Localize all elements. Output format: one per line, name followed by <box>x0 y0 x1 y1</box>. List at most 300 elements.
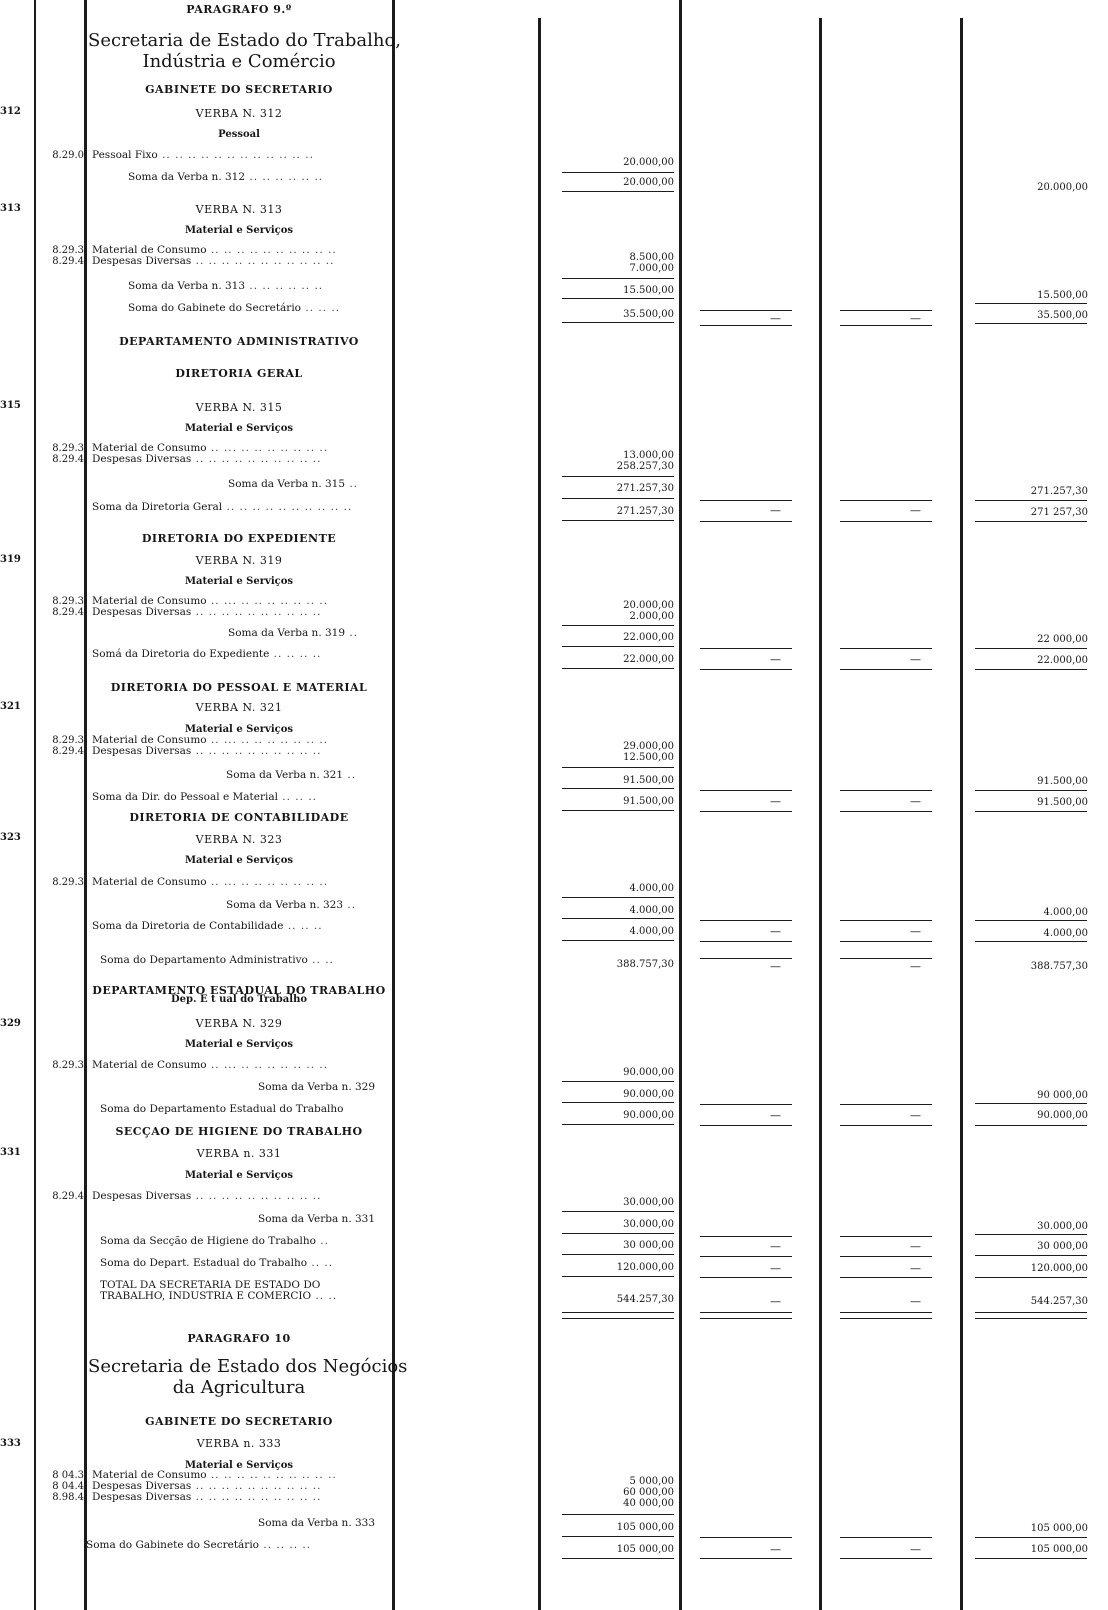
line-item-label: Despesas Diversas <box>92 1491 192 1503</box>
subtotal-line: Somá da Diretoria do Expediente .. .. .. .. <box>92 648 322 660</box>
dash-mark: — <box>770 653 781 666</box>
amount: 105 000,00 <box>616 1544 674 1555</box>
amount: 20.000,00 <box>623 177 674 188</box>
amount-total: 271.257,30 <box>1030 486 1088 497</box>
dash-mark: — <box>910 653 921 666</box>
subheading: Material e Serviços <box>184 1039 294 1050</box>
subtotal-line: Soma da Diretoria Geral .. .. .. .. .. .. .. .. .. .. <box>92 501 353 513</box>
grand-total-label-1: TOTAL DA SECRETARIA DE ESTADO DO <box>100 1279 321 1291</box>
subtotal-line <box>258 1518 375 1529</box>
amount: 4.000,00 <box>629 926 674 937</box>
dash-mark: — <box>770 1109 781 1122</box>
subtotal-line <box>258 1214 375 1225</box>
section-heading: DIRETORIA DO EXPEDIENTE <box>141 532 337 545</box>
rule <box>700 1236 792 1237</box>
dash-mark: — <box>910 1240 921 1253</box>
paragraph-9-title-line-2: Indústria e Comércio <box>142 51 336 72</box>
rule <box>975 500 1087 501</box>
rule <box>700 669 792 670</box>
grand-total-label-2: TRABALHO, INDUSTRIA E COMERCIO <box>100 1290 312 1302</box>
verba-heading: VERBA n. 331 <box>196 1147 282 1160</box>
rule-column-1-left <box>538 18 541 1610</box>
verba-heading: VERBA N. 313 <box>195 203 283 216</box>
dash-mark: — <box>910 1295 921 1308</box>
rule <box>562 1124 674 1125</box>
subtotal-line: Soma da Secção de Higiene do Trabalho .. <box>100 1235 329 1247</box>
verba-heading: VERBA N. 321 <box>195 701 283 714</box>
subtotal-label: Soma do Gabinete do Secretário <box>86 1539 260 1551</box>
rule <box>840 1537 932 1538</box>
subtotal-line: Soma da Verba n. 313 .. .. .. .. .. .. <box>128 280 324 292</box>
paragraph-10-label: PARAGRAFO 10 <box>187 1332 291 1345</box>
amount-total: 30.000,00 <box>1037 1221 1088 1232</box>
section-heading: DEPARTAMENTO ADMINISTRATIVO <box>119 335 359 348</box>
rule <box>975 1234 1087 1235</box>
dash-mark: — <box>910 1543 921 1556</box>
line-item-label: Material de Consumo <box>92 876 207 888</box>
budget-code: 8.29.4 <box>52 607 84 618</box>
rule <box>562 1081 674 1082</box>
rule <box>700 958 792 959</box>
subtotal-line: Soma do Gabinete do Secretário .. .. .. .. <box>86 1539 312 1551</box>
dash-mark: — <box>770 1543 781 1556</box>
rule <box>562 1558 674 1559</box>
subtotal-label: Soma do Departamento Estadual do Trabalho <box>100 1103 344 1115</box>
budget-code: 8.29.3 <box>52 735 84 746</box>
amount-total: 22.000,00 <box>1037 655 1088 666</box>
rule <box>700 521 792 522</box>
subheading: Material e Serviços <box>184 855 294 866</box>
amount-total: 22 000,00 <box>1037 634 1088 645</box>
subtotal-line: Soma da Diretoria de Contabilidade .. .. .. <box>92 920 323 932</box>
dash-mark: — <box>910 1109 921 1122</box>
amount: 271.257,30 <box>616 506 674 517</box>
amount: 30.000,00 <box>623 1197 674 1208</box>
verba-heading: VERBA N. 323 <box>195 833 283 846</box>
rule <box>562 1318 674 1319</box>
line-item-label: Material de Consumo <box>92 1059 207 1071</box>
budget-code: 8.29.3 <box>52 443 84 454</box>
subtotal-label: Soma da Verba n. 313 <box>128 280 246 292</box>
section-heading: SECÇAO DE HIGIENE DO TRABALHO <box>115 1125 363 1138</box>
subheading: Pessoal <box>218 129 260 140</box>
subtotal-label: Soma da Verba n. 312 <box>128 171 246 183</box>
rule <box>700 1558 792 1559</box>
account-number: 312 <box>0 106 21 117</box>
rule <box>562 298 674 299</box>
amount: 30 000,00 <box>623 1240 674 1251</box>
line-item: Material de Consumo .. ... .. .. .. .. .. .. .. <box>92 734 329 746</box>
rule <box>975 941 1087 942</box>
rule <box>562 668 674 669</box>
rule <box>700 941 792 942</box>
paragraph-10-title-line-1: Secretaria de Estado dos Negócios <box>88 1356 408 1377</box>
subtotal-label: Soma da Diretoria de Contabilidade <box>92 920 284 932</box>
rule <box>562 520 674 521</box>
subheading: Dep. E t ual do Trabalho <box>170 994 308 1005</box>
amount-total: 4.000,00 <box>1043 928 1088 939</box>
rule <box>840 941 932 942</box>
subheading: Material e Serviços <box>184 225 294 236</box>
subheading: Material e Serviços <box>184 1170 294 1181</box>
subtotal-line: Soma da Verba n. 319 .. <box>228 627 359 639</box>
subtotal-line: Soma da Verba n. 312 .. .. .. .. .. .. <box>128 171 324 183</box>
amount: 4.000,00 <box>629 883 674 894</box>
account-number: 329 <box>0 1018 21 1029</box>
rule <box>975 811 1087 812</box>
rule <box>562 1233 674 1234</box>
rule <box>700 310 792 311</box>
verba-heading: VERBA N. 315 <box>195 401 283 414</box>
dash-mark: — <box>910 504 921 517</box>
subtotal-line <box>258 1082 375 1093</box>
line-item-label: Material de Consumo <box>92 442 207 454</box>
rule <box>562 1276 674 1277</box>
rule <box>975 648 1087 649</box>
rule <box>562 810 674 811</box>
rule <box>840 920 932 921</box>
amount-total: 20.000,00 <box>1037 182 1088 193</box>
rule <box>562 625 674 626</box>
subheading: Material e Serviços <box>184 724 294 735</box>
line-item-label: Despesas Diversas <box>92 453 192 465</box>
rule <box>700 1125 792 1126</box>
budget-code: 8.29.3 <box>52 245 84 256</box>
rule <box>840 310 932 311</box>
line-item: Pessoal Fixo .. .. .. .. .. .. .. .. .. .. .. .. <box>92 149 314 161</box>
verba-heading: VERBA n. 333 <box>196 1437 282 1450</box>
rule <box>975 1318 1087 1319</box>
rule <box>840 811 932 812</box>
rule <box>840 648 932 649</box>
paragraph-9-label: PARAGRAFO 9.º <box>186 3 292 16</box>
rule <box>975 790 1087 791</box>
amount: 258.257,30 <box>616 461 674 472</box>
amount: 120.000,00 <box>616 1262 674 1273</box>
rule <box>562 897 674 898</box>
rule <box>700 920 792 921</box>
rule <box>975 669 1087 670</box>
dash-mark: — <box>770 1240 781 1253</box>
amount-total: 4.000,00 <box>1043 907 1088 918</box>
line-item-label: Despesas Diversas <box>92 255 192 267</box>
budget-code: 8.29.3 <box>52 877 84 888</box>
line-item-label: Despesas Diversas <box>92 1190 192 1202</box>
subtotal-label: Soma do Departamento Administrativo <box>100 954 308 966</box>
line-item-label: Material de Consumo <box>92 734 207 746</box>
rule <box>975 323 1087 324</box>
line-item: Material de Consumo .. ... .. .. .. .. .. .. .. <box>92 876 329 888</box>
subtotal-line <box>100 1104 343 1115</box>
dash-mark: — <box>910 925 921 938</box>
verba-heading: VERBA N. 329 <box>195 1017 283 1030</box>
section-heading: DIRETORIA DO PESSOAL E MATERIAL <box>110 681 368 694</box>
line-item: Despesas Diversas .. .. .. .. .. .. .. .. .. .. <box>92 1480 322 1492</box>
rule <box>975 1312 1087 1313</box>
line-item: Despesas Diversas .. .. .. .. .. .. .. .. .. .. <box>92 453 322 465</box>
rule <box>840 1558 932 1559</box>
line-item: Despesas Diversas .. .. .. .. .. .. .. .. .. .. <box>92 606 322 618</box>
amount-total: 35.500,00 <box>1037 310 1088 321</box>
amount: 4.000,00 <box>629 905 674 916</box>
rule <box>562 767 674 768</box>
rule <box>700 1256 792 1257</box>
rule <box>562 940 674 941</box>
amount: 12.500,00 <box>623 752 674 763</box>
amount: 35.500,00 <box>623 309 674 320</box>
line-item-label: Material de Consumo <box>92 1469 207 1481</box>
rule <box>840 325 932 326</box>
amount: 13.000,00 <box>623 450 674 461</box>
account-number: 315 <box>0 400 21 411</box>
verba-heading: VERBA N. 312 <box>195 107 283 120</box>
rule <box>840 669 932 670</box>
dash-mark: — <box>770 1295 781 1308</box>
account-number: 333 <box>0 1438 21 1449</box>
rule <box>840 958 932 959</box>
subtotal-line: Soma da Dir. do Pessoal e Material .. .. .. <box>92 791 317 803</box>
rule <box>700 1537 792 1538</box>
amount-total: 271 257,30 <box>1030 507 1088 518</box>
budget-code: 8.29.4 <box>52 454 84 465</box>
amount: 20.000,00 <box>623 600 674 611</box>
account-number: 323 <box>0 832 21 843</box>
rule <box>562 322 674 323</box>
subtotal-label: Soma da Verba n. 331 <box>258 1213 376 1225</box>
rule <box>700 1312 792 1313</box>
amount: 105 000,00 <box>616 1522 674 1533</box>
subtotal-label: Soma do Gabinete do Secretário <box>128 302 302 314</box>
amount-total: 120.000,00 <box>1030 1263 1088 1274</box>
amount: 2.000,00 <box>629 611 674 622</box>
amount-total: 90 000,00 <box>1037 1090 1088 1101</box>
budget-code: 8.98.4 <box>52 1492 84 1503</box>
subheading: Material e Serviços <box>184 1460 294 1471</box>
subtotal-line: Soma da Verba n. 321 .. <box>226 769 357 781</box>
dash-mark: — <box>770 312 781 325</box>
grand-total-line-2: TRABALHO, INDUSTRIA E COMERCIO .. .. <box>100 1290 338 1302</box>
subheading: Material e Serviços <box>184 423 294 434</box>
section-gabinete: GABINETE DO SECRETARIO <box>145 1415 333 1428</box>
amount: 7.000,00 <box>629 263 674 274</box>
line-item-label: Despesas Diversas <box>92 745 192 757</box>
dash-mark: — <box>910 312 921 325</box>
rule <box>700 1104 792 1105</box>
dash-mark: — <box>770 925 781 938</box>
budget-code: 8.29.0 <box>52 150 84 161</box>
subtotal-label: Soma da Verba n. 333 <box>258 1517 376 1529</box>
rule <box>840 1312 932 1313</box>
rule <box>975 1125 1087 1126</box>
amount: 22.000,00 <box>623 654 674 665</box>
dash-mark: — <box>770 795 781 808</box>
account-number: 313 <box>0 203 21 214</box>
rule-column-3-right <box>960 18 963 1610</box>
line-item-label: Material de Consumo <box>92 595 207 607</box>
rule <box>975 1255 1087 1256</box>
rule <box>562 498 674 499</box>
rule <box>840 1256 932 1257</box>
grand-total-amount: 544.257,30 <box>616 1294 674 1305</box>
rule <box>562 476 674 477</box>
section-gabinete: GABINETE DO SECRETARIO <box>145 83 333 96</box>
rule <box>975 303 1087 304</box>
rule <box>562 1312 674 1313</box>
rule <box>840 1236 932 1237</box>
section-heading: DEPARTAMENTO ESTADUAL DO TRABALHO <box>92 984 386 997</box>
subtotal-label: Soma da Diretoria Geral <box>92 501 223 513</box>
rule-left-margin <box>34 0 36 1610</box>
budget-code: 8.29.3 <box>52 596 84 607</box>
amount: 22.000,00 <box>623 632 674 643</box>
subtotal-label: Soma da Dir. do Pessoal e Material <box>92 791 278 803</box>
dash-mark: — <box>910 1262 921 1275</box>
account-number: 321 <box>0 701 21 712</box>
line-item: Material de Consumo .. ... .. .. .. .. .. .. .. <box>92 1059 329 1071</box>
amount: 90.000,00 <box>623 1110 674 1121</box>
amount: 271.257,30 <box>616 483 674 494</box>
amount-total: 15.500,00 <box>1037 290 1088 301</box>
amount: 8.500,00 <box>629 252 674 263</box>
line-item-label: Despesas Diversas <box>92 1480 192 1492</box>
rule <box>975 1277 1087 1278</box>
subtotal-label: Soma da Verba n. 329 <box>258 1081 376 1093</box>
amount-total: 30 000,00 <box>1037 1241 1088 1252</box>
line-item-label: Pessoal Fixo <box>92 149 158 161</box>
rule <box>840 790 932 791</box>
section-heading: DIRETORIA DE CONTABILIDADE <box>129 811 349 824</box>
amount: 91.500,00 <box>623 775 674 786</box>
account-number: 319 <box>0 554 21 565</box>
rule <box>700 1277 792 1278</box>
rule <box>562 191 674 192</box>
account-number: 331 <box>0 1147 21 1158</box>
rule <box>562 1536 674 1537</box>
paragraph-10-title-line-2: da Agricultura <box>172 1377 306 1398</box>
rule-column-1-right <box>679 0 682 1610</box>
rule <box>840 500 932 501</box>
amount: 30.000,00 <box>623 1219 674 1230</box>
rule <box>562 172 674 173</box>
subtotal-label: Soma da Verba n. 321 <box>226 769 344 781</box>
rule-code-column <box>84 0 87 1610</box>
rule <box>700 811 792 812</box>
amount-total: 90.000,00 <box>1037 1110 1088 1121</box>
subtotal-line: Soma do Departamento Administrativo .. .. <box>100 954 334 966</box>
subtotal-line: Soma do Depart. Estadual do Trabalho .. .. <box>100 1257 334 1269</box>
line-item: Material de Consumo .. .. .. .. .. .. .. .. .. .. <box>92 1469 337 1481</box>
subtotal-label: Somá da Diretoria do Expediente <box>92 648 270 660</box>
dash-mark: — <box>770 960 781 973</box>
budget-code: 8 04.3 <box>52 1470 84 1481</box>
rule <box>562 1211 674 1212</box>
rule <box>840 1318 932 1319</box>
rule <box>562 1254 674 1255</box>
budget-code: 8 04.4 <box>52 1481 84 1492</box>
dash-mark: — <box>770 1262 781 1275</box>
line-item: Material de Consumo .. ... .. .. .. .. .. .. .. <box>92 595 329 607</box>
amount: 90.000,00 <box>623 1067 674 1078</box>
amount: 40 000,00 <box>623 1498 674 1509</box>
verba-heading: VERBA N. 319 <box>195 554 283 567</box>
rule <box>562 1514 674 1515</box>
line-item: Material de Consumo .. .. .. .. .. .. .. .. .. .. <box>92 244 337 256</box>
subheading: Material e Serviços <box>184 576 294 587</box>
rule <box>562 788 674 789</box>
budget-code: 8.29.4 <box>52 746 84 757</box>
rule <box>700 648 792 649</box>
subtotal-label: Soma da Verba n. 323 <box>226 899 344 911</box>
rule <box>700 500 792 501</box>
amount-total: 105 000,00 <box>1030 1544 1088 1555</box>
rule <box>562 1102 674 1103</box>
rule <box>975 920 1087 921</box>
amount: 91.500,00 <box>623 796 674 807</box>
rule <box>840 521 932 522</box>
rule <box>975 1103 1087 1104</box>
rule <box>840 1104 932 1105</box>
amount-total: 91.500,00 <box>1037 776 1088 787</box>
subtotal-line: Soma da Verba n. 323 .. <box>226 899 357 911</box>
rule-column-2-right <box>819 18 822 1610</box>
paragraph-9-title-line-1: Secretaria de Estado do Trabalho, <box>88 30 402 51</box>
budget-code: 8.29.3 <box>52 1060 84 1071</box>
line-item: Despesas Diversas .. .. .. .. .. .. .. .. .. .. <box>92 1491 322 1503</box>
subtotal-label: Soma da Verba n. 319 <box>228 627 346 639</box>
amount-total: 388.757,30 <box>1030 961 1088 972</box>
rule <box>840 1125 932 1126</box>
amount: 20.000,00 <box>623 157 674 168</box>
rule <box>700 325 792 326</box>
line-item: Despesas Diversas .. .. .. .. .. .. .. .. .. .. <box>92 745 322 757</box>
rule <box>562 646 674 647</box>
grand-total-amount: 544.257,30 <box>1030 1296 1088 1307</box>
amount: 29.000,00 <box>623 741 674 752</box>
dash-mark: — <box>910 795 921 808</box>
amount: 5 000,00 <box>629 1476 674 1487</box>
dash-mark: — <box>770 504 781 517</box>
subtotal-label: Soma da Verba n. 315 <box>228 478 346 490</box>
rule <box>975 1558 1087 1559</box>
rule <box>975 521 1087 522</box>
line-item-label: Despesas Diversas <box>92 606 192 618</box>
line-item-label: Material de Consumo <box>92 244 207 256</box>
amount-total: 105 000,00 <box>1030 1523 1088 1534</box>
section-heading: DIRETORIA GERAL <box>175 367 303 380</box>
amount: 15.500,00 <box>623 285 674 296</box>
rule <box>840 1277 932 1278</box>
line-item: Despesas Diversas .. .. .. .. .. .. .. .. .. .. .. <box>92 255 335 267</box>
amount-total: 91.500,00 <box>1037 797 1088 808</box>
amount: 60 000,00 <box>623 1487 674 1498</box>
rule <box>975 1537 1087 1538</box>
subtotal-line: Soma do Gabinete do Secretário .. .. .. <box>128 302 341 314</box>
subtotal-line: Soma da Verba n. 315 .. <box>228 478 359 490</box>
budget-code: 8.29.4 <box>52 1191 84 1202</box>
line-item: Material de Consumo .. ... .. .. .. .. .. .. .. <box>92 442 329 454</box>
budget-code: 8.29.4 <box>52 256 84 267</box>
rule <box>562 918 674 919</box>
rule <box>700 1318 792 1319</box>
dash-mark: — <box>910 960 921 973</box>
subtotal-label: Soma da Secção de Higiene do Trabalho <box>100 1235 316 1247</box>
subtotal-label: Soma do Depart. Estadual do Trabalho <box>100 1257 308 1269</box>
amount: 388.757,30 <box>616 959 674 970</box>
amount: 90.000,00 <box>623 1089 674 1100</box>
line-item: Despesas Diversas .. .. .. .. .. .. .. .. .. .. <box>92 1190 322 1202</box>
rule <box>562 278 674 279</box>
rule <box>700 790 792 791</box>
